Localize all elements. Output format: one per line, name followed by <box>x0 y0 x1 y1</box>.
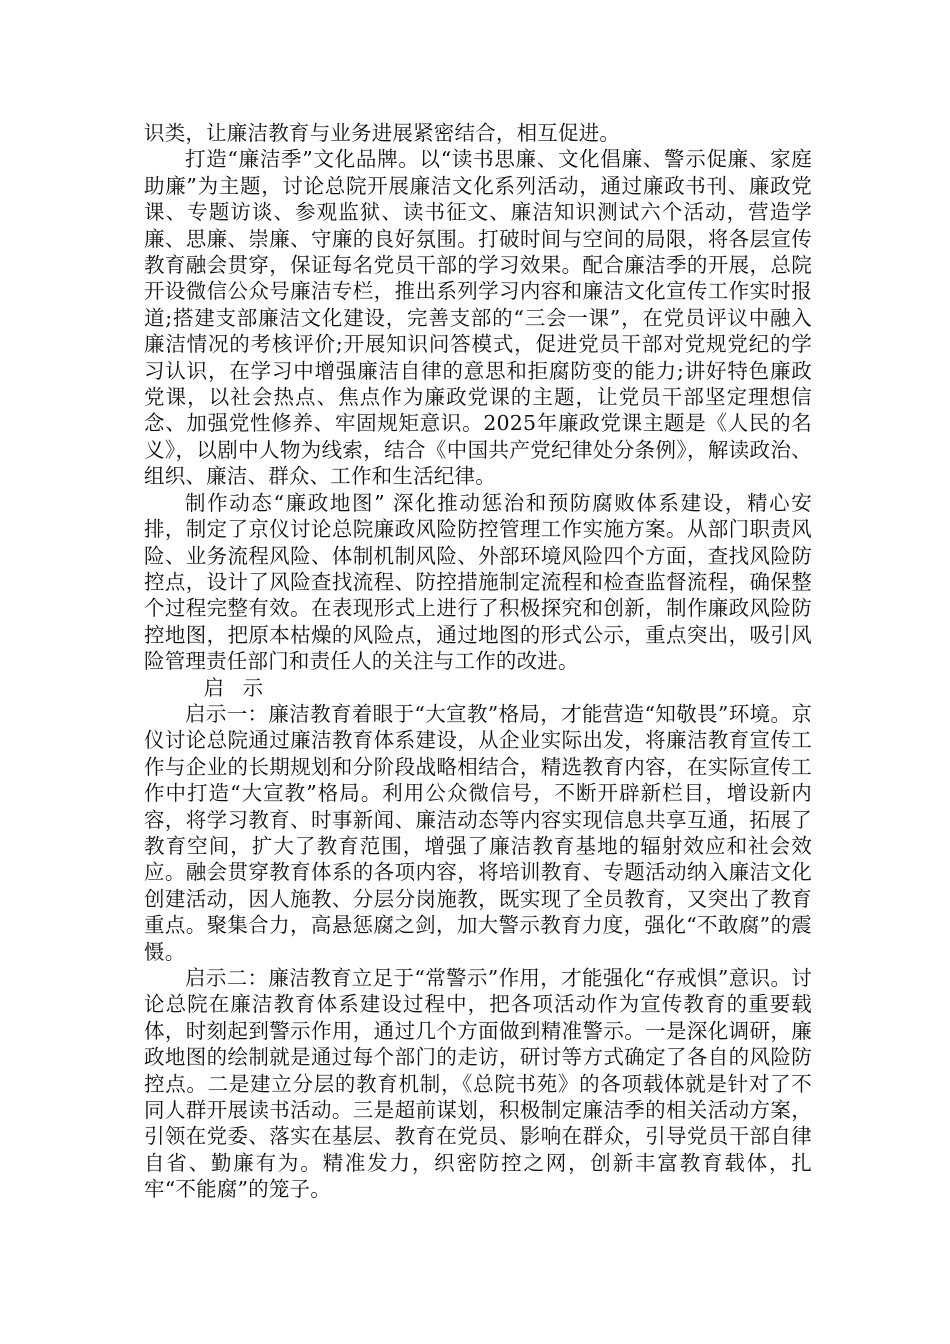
paragraph-revelation-two: 启示二：廉洁教育立足于“常警示”作用，才能强化“存戒惧”意识。讨论总院在廉洁教育体系建设过程中，把各项活动作为宣传教育的重要载体，时刻起到警示作用，通过几个方面做到精准警示。一是深化调研，廉政地图的绘制就是通过每个部门的走访，研讨等方式确定了各自的风险防控点。二是建立分层的教育机制，《总院书苑》的各项载体就是针对了不同人群开展读书活动。三是超前谋划，积极制定廉洁季的相关活动方案，引领在党委、落实在基层、教育在党员、影响在群众，引导党员干部自律自省、勤廉有为。精准发力，织密防控之网，创新丰富教育载体，扎牢“不能腐”的笼子。 <box>144 966 812 1202</box>
paragraph-clean-season: 打造“廉洁季”文化品牌。以“读书思廉、文化倡廉、警示促廉、家庭助廉”为主题，讨论总院开展廉洁文化系列活动，通过廉政书刊、廉政党课、专题访谈、参观监狱、读书征文、廉洁知识测试六个活动，营造学廉、思廉、崇廉、守廉的良好氛围。打破时间与空间的局限，将各层宣传教育融会贯穿，保证每名党员干部的学习效果。配合廉洁季的开展，总院开设微信公众号廉洁专栏，推出系列学习内容和廉洁文化宣传工作实时报道;搭建支部廉洁文化建设，完善支部的“三会一课”，在党员评议中融入廉洁情况的考核评价;开展知识问答模式，促进党员干部对党规党纪的学习认识，在学习中增强廉洁自律的意思和拒腐防变的能力;讲好特色廉政党课，以社会热点、焦点作为廉政党课的主题，让党员干部坚定理想信念、加强党性修养、牢固规矩意识。2025年廉政党课主题是《人民的名义》，以剧中人物为线索，结合《中国共产党纪律处分条例》，解读政治、组织、廉洁、群众、工作和生活纪律。 <box>144 147 812 489</box>
document-body <box>144 120 812 1203</box>
paragraph-revelation-one: 启示一：廉洁教育着眼于“大宣教”格局，才能营造“知敬畏”环境。京仪讨论总院通过廉洁教育体系建设，从企业实际出发，将廉洁教育宣传工作与企业的长期规划和分阶段战略相结合，精选教育内容，在实际宣传工作中打造“大宣教”格局。利用公众微信号，不断开辟新栏目，增设新内容，将学习教育、时事新闻、廉洁动态等内容实现信息共享互通，拓展了教育空间，扩大了教育范围，增强了廉洁教育基地的辐射效应和社会效应。融会贯穿教育体系的各项内容，将培训教育、专题活动纳入廉洁文化创建活动，因人施教、分层分岗施教，既实现了全员教育，又突出了教育重点。聚集合力，高悬惩腐之剑，加大警示教育力度，强化“不敢腐”的震慑。 <box>144 701 812 964</box>
paragraph-risk-map: 制作动态“廉政地图” 深化推动惩治和预防腐败体系建设，精心安排，制定了京仪讨论总院廉政风险防控管理工作实施方案。从部门职责风险、业务流程风险、体制机制风险、外部环境风险四个方面，查找风险防控点，设计了风险查找流程、防控措施制定流程和检查监督流程，确保整个过程完整有效。在表现形式上进行了积极探究和创新，制作廉政风险防控地图，把原本枯燥的风险点，通过地图的形式公示，重点突出，吸引风险管理责任部门和责任人的关注与工作的改进。 <box>144 490 812 674</box>
section-heading-revelation: 启 示 <box>203 675 269 700</box>
paragraph-continuation: 识类，让廉洁教育与业务进展紧密结合，相互促进。 <box>144 121 621 145</box>
